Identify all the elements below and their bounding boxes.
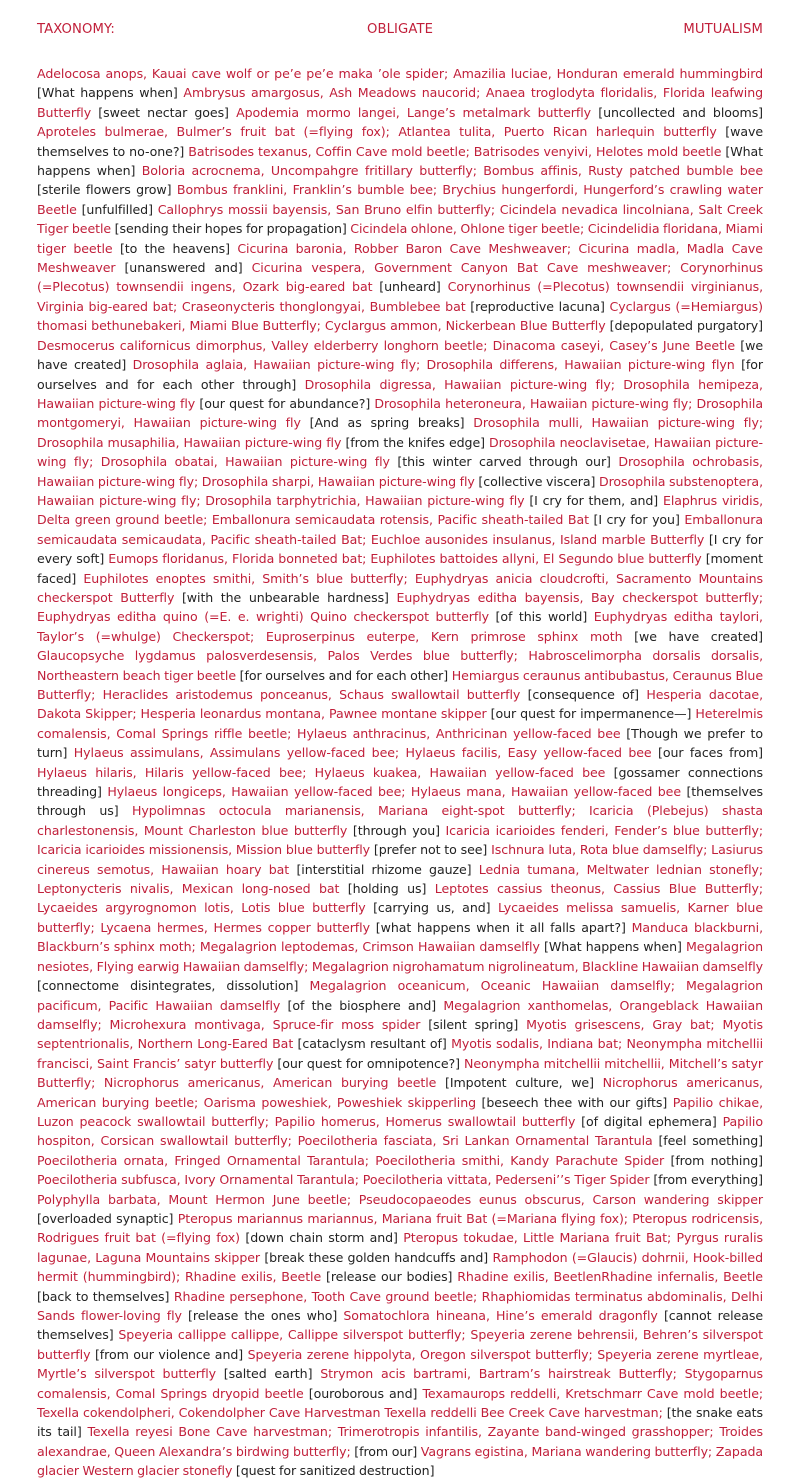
species-list-segment: Speyeria zerene hippolyta, Oregon silverspot butterfly; Speyeria zerene myrtleae, Myrtle’s silverspot butterfly bbox=[37, 1346, 763, 1382]
poem-line-segment: [of the biosphere and] bbox=[287, 997, 437, 1013]
species-list-segment: Cicurina vespera, Government Canyon Bat Cave meshweaver; Corynorhinus (=Plecotus) townsendii ingens, Ozark big-eared bat bbox=[37, 260, 763, 295]
poem-line-segment: [our quest for abundance?] bbox=[199, 395, 371, 411]
species-list-segment: Speyeria callippe callippe, Callippe silverspot butterfly; Speyeria zerene behrensii, Behren’s silverspot butterfly bbox=[37, 1327, 763, 1362]
poem-line-segment: [reproductive lacuna] bbox=[470, 298, 605, 314]
poem-line-segment: [feel something] bbox=[658, 1133, 763, 1149]
species-list-segment: Bombus franklini, Franklin’s bumble bee; Brychius hungerfordi, Hungerford’s crawling water Beetle bbox=[37, 182, 763, 217]
species-list-segment: Texamaurops reddelli, Kretschmarr Cave mold beetle; Texella cokendolpheri, Cokendolpher Cave Harvestman Texella reddelli Bee Creek Cave harvestman; bbox=[37, 1385, 764, 1421]
poem-line-segment: [moment faced] bbox=[37, 551, 763, 586]
header-taxonomy: TAXONOMY: bbox=[37, 22, 115, 37]
species-list-segment: Rhadine persephone, Tooth Cave ground beetle; Rhaphiomidas terminatus abdominalis, Delhi Sands flower-loving fly bbox=[37, 1288, 763, 1323]
species-list-segment: Aproteles bulmerae, Bulmer’s fruit bat (=flying fox); Atlantea tulita, Puerto Rican harlequin butterfly bbox=[37, 124, 717, 140]
poem-line-segment: [And as spring breaks] bbox=[309, 415, 465, 431]
poem-line-segment: [this winter carved through our] bbox=[397, 454, 611, 470]
species-list-segment: Megalagrion xanthomelas, Orangeblack Hawaiian damselfly; Microhexura montivaga, Spruce-fir moss spider bbox=[37, 997, 764, 1032]
poem-line-segment: [unfulfilled] bbox=[81, 201, 153, 217]
poem-line-segment: [What happens when] bbox=[37, 143, 764, 179]
header-mutualism: MUTUALISM bbox=[683, 22, 763, 37]
poem-line-segment: [from everything] bbox=[653, 1172, 763, 1188]
poem-line-segment: [I cry for them, and] bbox=[529, 492, 659, 508]
species-list-segment: Leptotes cassius theonus, Cassius Blue Butterfly; Lycaeides argyrognomon lotis, Lotis blue butterfly bbox=[37, 881, 764, 916]
poem-line-segment: [uncollected and blooms] bbox=[598, 104, 764, 120]
species-list-segment: Lycaeides melissa samuelis, Karner blue butterfly; Lycaena hermes, Hermes copper butterfly bbox=[37, 900, 763, 935]
poem-line-segment: [from our] bbox=[354, 1443, 418, 1459]
species-list-segment: Corynorhinus (=Plecotus) townsendii virginianus, Virginia big-eared bat; Craseonycteris thonglongyai, Bumblebee bat bbox=[37, 279, 764, 314]
species-list-segment: Euphydryas editha taylori, Taylor’s (=whulge) Checkerspot; Euproserpinus euterpe, Kern primrose sphinx moth bbox=[37, 609, 763, 644]
species-list-segment: Rhadine exilis, BeetlenRhadine infernalis, Beetle bbox=[457, 1269, 763, 1285]
species-list-segment: Ambrysus amargosus, Ash Meadows naucorid; Anaea troglodyta floridalis, Florida leafwing Butterfly bbox=[37, 85, 764, 120]
poem-line-segment: [What happens when] bbox=[543, 939, 682, 955]
species-list-segment: Pteropus mariannus mariannus, Mariana fruit Bat (=Mariana flying fox); Pteropus rodricensis, Rodrigues fruit bat (=flying fox) bbox=[37, 1210, 764, 1246]
poem-line-segment: [sweet nectar goes] bbox=[98, 104, 229, 120]
page-header bbox=[37, 22, 763, 42]
species-list-segment: Desmocerus californicus dimorphus, Valley elderberry longhorn beetle; Dinacoma caseyi, Casey’s June Beetle bbox=[37, 337, 736, 353]
poem-line-segment: [carrying us, and] bbox=[373, 900, 491, 916]
poem-line-segment: [of digital ephemera] bbox=[581, 1113, 717, 1129]
species-list-segment: Myotis sodalis, Indiana bat; Neonympha mitchellii francisci, Saint Francis’ satyr butterfly bbox=[37, 1036, 763, 1071]
poem-line-segment: [cataclysm resultant of] bbox=[297, 1036, 447, 1052]
species-list-segment: Emballonura semicaudata semicaudata, Pacific sheath-tailed Bat; Euchloe ausonides insulanus, Island marble Butterfly bbox=[37, 512, 763, 547]
species-list-segment: Ramphodon (=Glaucis) dohrnii, Hook-billed hermit (hummingbird); Rhadine exilis, Beetle bbox=[37, 1249, 763, 1285]
poem-line-segment: [overloaded synaptic] bbox=[37, 1210, 174, 1226]
species-list-segment: Somatochlora hineana, Hine’s emerald dragonfly bbox=[343, 1308, 658, 1323]
poem-line-segment: [connectome disintegrates, dissolution] bbox=[37, 978, 299, 994]
species-list-segment: Nicrophorus americanus, American burying beetle; Oarisma poweshiek, Poweshiek skipperling bbox=[37, 1075, 763, 1110]
species-list-segment: Eumops floridanus, Florida bonneted bat; Euphilotes battoides allyni, El Segundo blue butterfly bbox=[108, 551, 702, 567]
poem-line-segment: [holding us] bbox=[347, 881, 427, 897]
species-list-segment: Polyphylla barbata, Mount Hermon June beetle; Pseudocopaeodes eunus obscurus, Carson wandering skipper bbox=[37, 1191, 763, 1207]
poem-line-segment: [our faces from] bbox=[657, 745, 764, 761]
poem-line-segment: [our quest for omnipotence?] bbox=[277, 1055, 460, 1071]
species-list-segment: Texella reyesi Bone Cave harvestman; Trimerotropis infantilis, Zayante band-winged grasshopper; Troides alexandrae, Queen Alexandra’s birdwing butterfly; bbox=[37, 1424, 764, 1459]
poem-line-segment: [silent spring] bbox=[428, 1016, 519, 1032]
species-list-segment: Hylaeus assimulans, Assimulans yellow-faced bee; Hylaeus facilis, Easy yellow-faced bee bbox=[73, 745, 652, 761]
poem-line-segment: [Though we prefer to turn] bbox=[37, 725, 764, 761]
species-list-segment: Myotis grisescens, Gray bat; Myotis septentrionalis, Northern Long-Eared Bat bbox=[37, 1016, 763, 1052]
species-list-segment: Icaricia icarioides fenderi, Fender’s blue butterfly; Icaricia icarioides missionensis, Mission blue butterfly bbox=[37, 822, 764, 858]
poem-line-segment: [from the knifes edge] bbox=[345, 434, 485, 450]
poem-line-segment: [what happens when it all falls apart?] bbox=[375, 919, 626, 935]
species-list-segment: Apodemia mormo langei, Lange’s metalmark butterfly bbox=[236, 104, 592, 120]
species-list-segment: Papilio chikae, Luzon peacock swallowtail butterfly; Papilio homerus, Homerus swallowtail butterfly bbox=[37, 1094, 763, 1129]
species-list-segment: Neonympha mitchellii mitchellii, Mitchell’s satyr Butterfly; Nicrophorus americanus, American burying beetle bbox=[37, 1055, 764, 1091]
poem-line-segment: [from our violence and] bbox=[94, 1346, 244, 1362]
species-list-segment: Megalagrion oceanicum, Oceanic Hawaiian damselfly; Megalagrion pacificum, Pacific Hawaiian damselfly bbox=[37, 978, 764, 1013]
poem-line-segment: [gossamer connections threading] bbox=[37, 764, 763, 800]
species-list-segment: Hylaeus longiceps, Hawaiian yellow-faced bee; Hylaeus mana, Hawaiian yellow-faced bee bbox=[107, 784, 681, 800]
species-list-segment: Heterelmis comalensis, Comal Springs riffle beetle; Hylaeus anthracinus, Anthricinan yellow-faced bee bbox=[37, 706, 763, 741]
poem-line-segment: [prefer not to see] bbox=[373, 842, 488, 858]
species-list-segment: Hylaeus hilaris, Hilaris yellow-faced bee; Hylaeus kuakea, Hawaiian yellow-faced bee bbox=[37, 764, 606, 780]
poem-line-segment: [down chain storm and] bbox=[245, 1230, 398, 1246]
species-list-segment: Glaucopsyche lygdamus palosverdesensis, Palos Verdes blue butterfly; Habroscelimorpha dorsalis dorsalis, Northeastern beach tiger beetle bbox=[37, 648, 763, 683]
species-list-segment: Lednia tumana, Meltwater lednian stonefly; Leptonycteris nivalis, Mexican long-nosed bat bbox=[37, 861, 764, 897]
poem-line-segment: [interstitial rhizome gauze] bbox=[296, 861, 472, 877]
species-list-segment: Poecilotheria ornata, Fringed Ornamental Tarantula; Poecilotheria smithi, Kandy Parachute Spider bbox=[37, 1152, 665, 1168]
species-list-segment: Strymon acis bartrami, Bartram’s hairstreak Butterfly; Stygoparnus comalensis, Comal Springs dryopid beetle bbox=[37, 1366, 763, 1401]
species-list-segment: Drosophila aglaia, Hawaiian picture-wing fly; Drosophila differens, Hawaiian picture-wing flyn bbox=[132, 357, 735, 373]
species-list-segment: Cyclargus (=Hemiargus) thomasi bethunebakeri, Miami Blue Butterfly; Cyclargus ammon, Nickerbean Blue Butterfly bbox=[37, 298, 763, 334]
species-list-segment: Adelocosa anops, Kauai cave wolf or pe’e pe’e maka ’ole spider; Amazilia luciae, Honduran emerald hummingbird bbox=[37, 66, 763, 81]
species-list-segment: Drosophila digressa, Hawaiian picture-wing fly; Drosophila hemipeza, Hawaiian picture-wing fly bbox=[37, 376, 763, 411]
species-list-segment: Callophrys mossii bayensis, San Bruno elfin butterfly; Cicindela nevadica lincolniana, Salt Creek Tiger beetle bbox=[37, 201, 764, 237]
poem-line-segment: [I cry for you] bbox=[593, 512, 680, 528]
species-list-segment: Vagrans egistina, Mariana wandering butterfly; Zapada glacier Western glacier stonefly bbox=[37, 1443, 764, 1479]
species-list-segment: Drosophila ochrobasis, Hawaiian picture-wing fly; Drosophila sharpi, Hawaiian picture-wing fly bbox=[37, 454, 763, 489]
poem-line-segment: [salted earth] bbox=[223, 1366, 313, 1382]
poem-line-segment: [sterile flowers grow] bbox=[37, 182, 172, 198]
poem-line-segment: [unanswered and] bbox=[124, 260, 243, 276]
poem-line-segment: [of this world] bbox=[495, 609, 588, 625]
poem-line-segment: [cannot release themselves] bbox=[37, 1308, 764, 1343]
species-list-segment: Drosophila neoclavisetae, Hawaiian picture-wing fly; Drosophila obatai, Hawaiian picture-wing fly bbox=[37, 434, 763, 470]
poem-body bbox=[37, 64, 763, 1481]
species-list-segment: Euphilotes enoptes smithi, Smith’s blue butterfly; Euphydryas anicia cloudcrofti, Sacramento Mountains checkerspot Butterfly bbox=[37, 570, 763, 605]
poem-line-segment: [with the unbearable hardness] bbox=[181, 589, 389, 605]
poem-line-segment: [depopulated purgatory] bbox=[609, 318, 763, 334]
species-list-segment: Drosophila heteroneura, Hawaiian picture-wing fly; Drosophila montgomeryi, Hawaiian picture-wing fly bbox=[37, 395, 763, 431]
poem-line-segment: [unheard] bbox=[379, 279, 441, 295]
poem-line-segment: [break these golden handcuffs and] bbox=[264, 1249, 489, 1265]
poem-line-segment: [wave themselves to no-one?] bbox=[37, 124, 763, 159]
poem-line-segment: [I cry for every soft] bbox=[37, 531, 763, 567]
poem-line-segment: [our quest for impermanence—] bbox=[490, 706, 692, 722]
species-list-segment: Pteropus tokudae, Little Mariana fruit Bat; Pyrgus ruralis lagunae, Laguna Mountains skipper bbox=[37, 1230, 763, 1265]
species-list-segment: Manduca blackburni, Blackburn’s sphinx moth; Megalagrion leptodemas, Crimson Hawaiian damselfly bbox=[37, 919, 763, 955]
poem-line-segment: [we have created] bbox=[37, 337, 763, 373]
species-list-segment: Drosophila substenoptera, Hawaiian picture-wing fly; Drosophila tarphytrichia, Hawaiian picture-wing fly bbox=[37, 473, 763, 508]
species-list-segment: Hypolimnas octocula marianensis, Mariana eight-spot butterfly; Icaricia (Plebejus) shasta charlestonensis, Mount Charleston blue butterfly bbox=[37, 803, 763, 838]
poem-line-segment: [for ourselves and for each other through] bbox=[37, 357, 763, 392]
species-list-segment: Megalagrion nesiotes, Flying earwig Hawaiian damselfly; Megalagrion nigrohamatum nigrolineatum, Blackline Hawaiian damselfly bbox=[37, 939, 763, 974]
poem-line-segment: [release our bodies] bbox=[326, 1269, 453, 1285]
poem-line-segment: [Impotent culture, we] bbox=[445, 1075, 594, 1091]
species-list-segment: Ischnura luta, Rota blue damselfly; Lasiurus cinereus semotus, Hawaiian hoary bat bbox=[37, 842, 764, 877]
poem-line-segment: [themselves through us] bbox=[37, 784, 764, 819]
species-list-segment: Papilio hospiton, Corsican swallowtail butterfly; Poecilotheria fasciata, Sri Lankan Ornamental Tarantula bbox=[37, 1113, 763, 1149]
poem-line-segment: [back to themselves] bbox=[37, 1288, 170, 1304]
poem-line-segment: [the snake eats its tail] bbox=[37, 1405, 763, 1440]
poem-line-segment: [collective viscera] bbox=[478, 473, 596, 489]
species-list-segment: Drosophila mulli, Hawaiian picture-wing fly; Drosophila musaphilia, Hawaiian picture-wing fly bbox=[37, 415, 763, 450]
species-list-segment: Hesperia dacotae, Dakota Skipper; Hesperia leonardus montana, Pawnee montane skipper bbox=[37, 687, 764, 722]
poem-line-segment: [from nothing] bbox=[670, 1152, 763, 1168]
species-list-segment: Batrisodes texanus, Coffin Cave mold beetle; Batrisodes venyivi, Helotes mold beetle bbox=[188, 143, 722, 159]
species-list-segment: Cicindela ohlone, Ohlone tiger beetle; Cicindelidia floridana, Miami tiger beetle bbox=[37, 221, 763, 256]
poem-line-segment: [sending their hopes for propagation] bbox=[114, 221, 347, 237]
poem-line-segment: [consequence of] bbox=[527, 687, 639, 702]
poem-line-segment: [release the ones who] bbox=[188, 1308, 338, 1323]
poem-line-segment: [for ourselves and for each other] bbox=[239, 667, 449, 683]
species-list-segment: Elaphrus viridis, Delta green ground beetle; Emballonura semicaudata rotensis, Pacific sheath-tailed Bat bbox=[37, 492, 763, 528]
poem-line-segment: [quest for sanitized destruction] bbox=[235, 1463, 435, 1479]
poem-line-segment: [beseech thee with our gifts] bbox=[481, 1094, 668, 1110]
species-list-segment: Boloria acrocnema, Uncompahgre fritillary butterfly; Bombus affinis, Rusty patched bumble bee bbox=[141, 163, 764, 179]
poem-line-segment: [we have created] bbox=[634, 628, 763, 644]
poem-line-segment: [What happens when] bbox=[37, 85, 178, 101]
species-list-segment: Poecilotheria subfusca, Ivory Ornamental Tarantula; Poecilotheria vittata, Pederseni’’s Tiger Spider bbox=[37, 1172, 650, 1188]
header-obligate: OBLIGATE bbox=[366, 22, 434, 37]
poem-line-segment: [to the heavens] bbox=[119, 240, 230, 256]
species-list-segment: Euphydryas editha bayensis, Bay checkerspot butterfly; Euphydryas editha quino (=E. e. wrighti) Quino checkerspot butterfly bbox=[37, 589, 764, 625]
poem-line-segment: [ouroborous and] bbox=[308, 1385, 418, 1401]
species-list-segment: Hemiargus ceraunus antibubastus, Ceraunus Blue Butterfly; Heraclides aristodemus ponceanus, Schaus swallowtail butterfly bbox=[37, 667, 763, 702]
poem-line-segment: [through you] bbox=[352, 822, 440, 838]
species-list-segment: Cicurina baronia, Robber Baron Cave Meshweaver; Cicurina madla, Madla Cave Meshweaver bbox=[37, 240, 763, 276]
